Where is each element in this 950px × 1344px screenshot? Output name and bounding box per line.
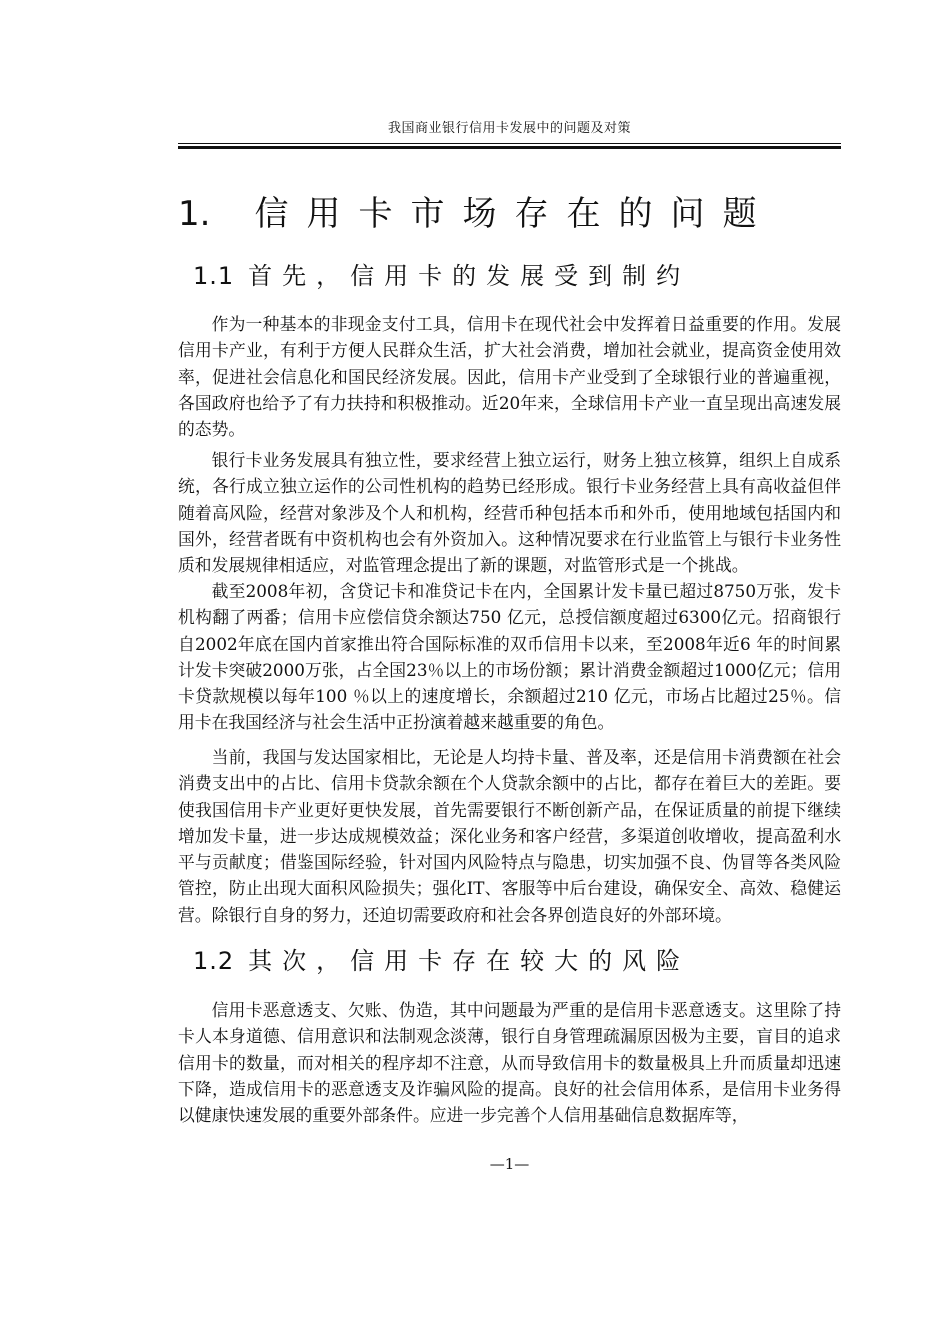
section-number: 1.1 <box>193 262 235 290</box>
section-title-text: 首先，信用卡的发展受到制约 <box>248 262 691 290</box>
chapter-title-text: 信用卡市场存在的问题 <box>254 194 775 234</box>
paragraph: 作为一种基本的非现金支付工具，信用卡在现代社会中发挥着日益重要的作用。发展信用卡产业，有利于方便人民群众生活，扩大社会消费，增加社会就业，提高资金使用效率，促进社会信息化和国民经济发展。因此，信用卡产业受到了全球银行业的普遍重视，各国政府也给予了有力扶持和积极推动。近20年来，全球信用卡产业一直呈现出高速发展的态势。 <box>178 314 841 440</box>
chapter-number: 1. <box>178 194 211 234</box>
section-number: 1.2 <box>193 947 235 975</box>
paragraph: 银行卡业务发展具有独立性，要求经营上独立运行，财务上独立核算，组织上自成系统，各行成立独立运作的公司性机构的趋势已经形成。银行卡业务经营上具有高收益但伴随着高风险，经营对象涉及个人和机构，经营币种包括本币和外币，使用地域包括国内和国外，经营者既有中资机构也会有外资加入。这种情况要求在行业监管上与银行卡业务性质和发展规律相适应，对监管理念提出了新的课题，对监管形式是一个挑战。 <box>178 450 841 576</box>
paragraph: 信用卡恶意透支、欠账、伪造，其中问题最为严重的是信用卡恶意透支。这里除了持卡人本身道德、信用意识和法制观念淡薄，银行自身管理疏漏原因极为主要，盲目的追求信用卡的数量，而对相关的程序却不注意，从而导致信用卡的数量极具上升而质量却迅速下降，造成信用卡的恶意透支及诈骗风险的提高。良好的社会信用体系，是信用卡业务得以健康快速发展的重要外部条件。应进一步完善个人信用基础信息数据库等， <box>178 1000 841 1126</box>
chapter-title <box>178 190 774 238</box>
paragraph: 截至2008年初，含贷记卡和准贷记卡在内，全国累计发卡量已超过8750万张，发卡机构翻了两番；信用卡应偿信贷余额达750 亿元，总授信额度超过6300亿元。招商银行自2002年底在国内首家推出符合国际标准的双币信用卡以来，至2008年近6 年的时间累计发卡突破2000万张，占全国23％以上的市场份额；累计消费金额超过1000亿元；信用卡贷款规模以每年100 ％以上的速度增长，余额超过210 亿元，市场占比超过25％。信用卡在我国经济与社会生活中正扮演着越来越重要的角色。 <box>178 581 841 733</box>
header-rule <box>178 143 841 144</box>
page-number: —1— <box>489 1155 530 1173</box>
section-title-text: 其次，信用卡存在较大的风险 <box>248 947 691 975</box>
running-header: 我国商业银行信用卡发展中的问题及对策 <box>387 121 631 136</box>
paragraph: 当前，我国与发达国家相比，无论是人均持卡量、普及率，还是信用卡消费额在社会消费支出中的占比、信用卡贷款余额在个人贷款余额中的占比，都存在着巨大的差距。要使我国信用卡产业更好更快发展，首先需要银行不断创新产品，在保证质量的前提下继续增加发卡量，进一步达成规模效益；深化业务和客户经营，多渠道创收增收，提高盈利水平与贡献度；借鉴国际经验，针对国内风险特点与隐患，切实加强不良、伪冒等各类风险管控，防止出现大面积风险损失；强化IT、客服等中后台建设，确保安全、高效、稳健运营。除银行自身的努力，还迫切需要政府和社会各界创造良好的外部环境。 <box>178 747 841 925</box>
section-title-1-1 <box>193 259 690 293</box>
header-rule-thick <box>178 146 841 149</box>
section-title-1-2 <box>193 944 690 978</box>
